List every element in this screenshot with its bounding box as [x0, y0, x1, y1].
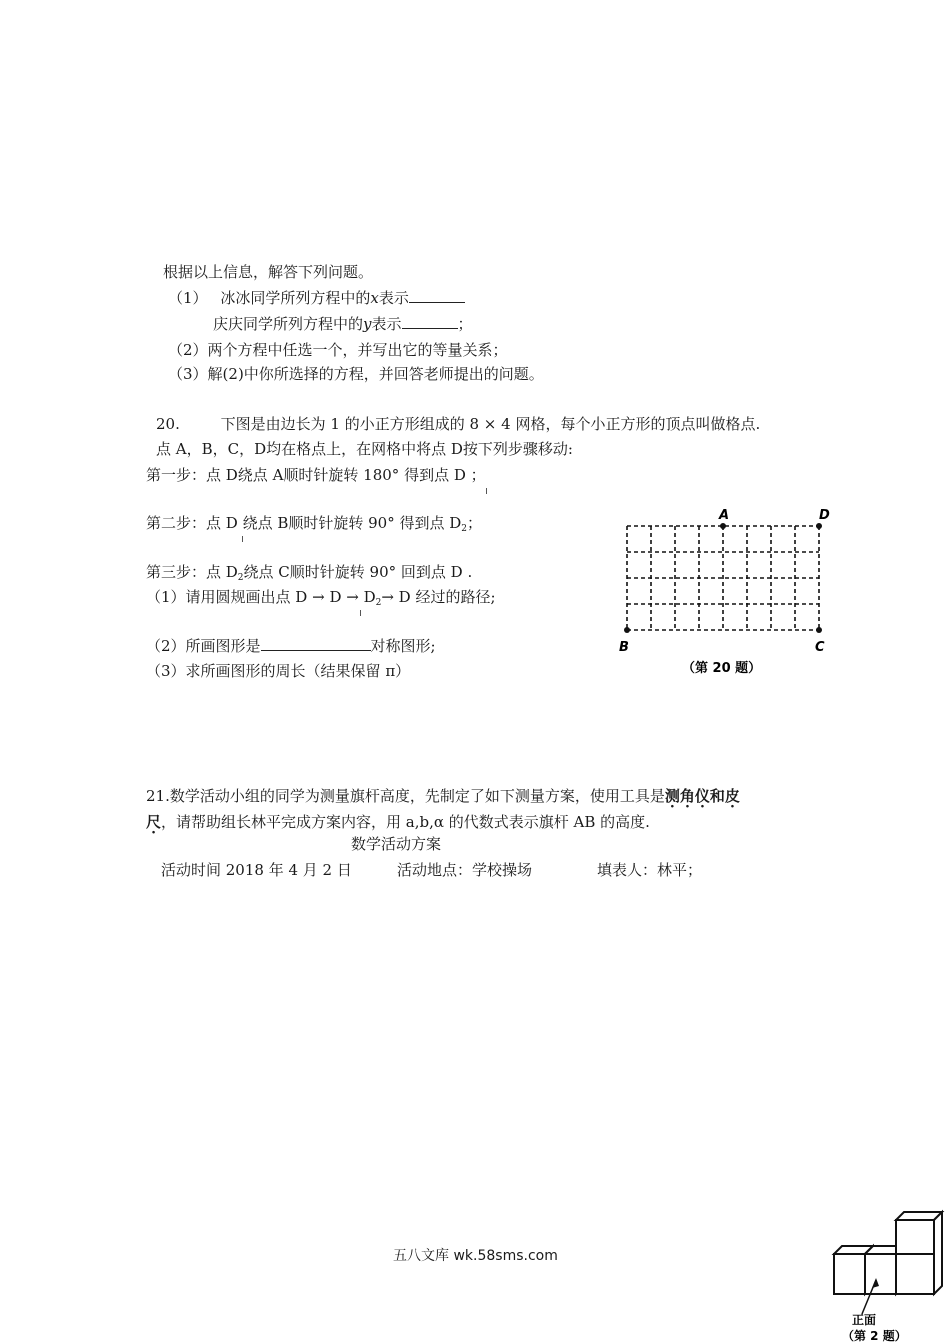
- intro-q1b-blank[interactable]: [402, 314, 458, 329]
- p20-line1-text: 下图是由边长为 1 的小正方形组成的 8 × 4 网格，每个小正方形的顶点叫做格点.: [220, 415, 761, 433]
- grid-label-c: C: [815, 640, 825, 655]
- p20-step2-end: ；: [467, 514, 483, 532]
- p21-line2: [146, 812, 650, 832]
- cube1-front: [834, 1254, 865, 1294]
- p21-and: 和: [709, 787, 725, 805]
- p20-step3-sub: 2: [237, 573, 244, 583]
- front-label: 正面: [852, 1313, 877, 1327]
- p20-q2-post: 对称图形;: [370, 637, 436, 655]
- p20-q2-blank[interactable]: [261, 636, 371, 651]
- p21-tool1-c3: 仪: [694, 787, 710, 805]
- corner-caption: （第 2 题）: [842, 1329, 907, 1342]
- p21-tool2-c2: 尺: [146, 813, 162, 831]
- intro-q1b-pre: 庆庆同学所列方程中的: [213, 315, 364, 333]
- point-a: [720, 523, 726, 529]
- intro-q1a-pre: 冰冰同学所列方程中的: [220, 289, 371, 307]
- p20-step2-subscript-mark: [242, 536, 243, 542]
- point-c: [816, 627, 822, 633]
- grid-figure-20: [610, 500, 845, 680]
- intro-q1a-blank[interactable]: [409, 288, 465, 303]
- p20-q1: [146, 587, 496, 613]
- footer-watermark: 五八文库 wk.58sms.com: [393, 1248, 558, 1264]
- p21-plan-title: 数学活动方案: [351, 835, 442, 853]
- p21-line1: [146, 786, 740, 806]
- p21-tool1-c2: 角: [679, 787, 695, 805]
- p20-q1-post: → D 经过的路径;: [381, 588, 496, 606]
- p21-filler: 填表人：林平；: [597, 861, 703, 879]
- p20-step2: [146, 513, 482, 539]
- p20-line1: [156, 414, 760, 434]
- p20-step1-subscript-mark: [486, 488, 487, 494]
- intro-q1a-post: 表示: [378, 289, 409, 307]
- grid-label-a: A: [719, 508, 730, 523]
- p20-step3-pre: 第三步：点 D: [146, 563, 238, 581]
- cube3-front: [896, 1220, 934, 1294]
- intro-q1a: [168, 288, 465, 308]
- cube-figure: [828, 1206, 948, 1342]
- p21-tool1-c1: 测: [664, 787, 680, 805]
- p21-tool2-c1: 皮: [724, 787, 740, 805]
- p20-q1-sub: 2: [375, 598, 382, 608]
- p20-q1-pre: （1）请用圆规画出点 D → D → D: [146, 588, 376, 606]
- cube2-front: [865, 1254, 896, 1294]
- intro-q1b-end: ；: [457, 315, 473, 333]
- p20-step3-post: 绕点 C顺时针旋转 90° 回到点 D .: [243, 563, 473, 581]
- intro-q1b-var: y: [363, 315, 372, 333]
- grid-label-b: B: [619, 640, 629, 655]
- point-b: [624, 627, 630, 633]
- intro-q1-num: （1）: [168, 289, 208, 307]
- p20-q2-pre: （2）所画图形是: [146, 637, 261, 655]
- p20-step1: 第一步：点 D绕点 A顺时针旋转 180° 得到点 D ；: [146, 466, 486, 484]
- p20-q3: （3）求所画图形的周长（结果保留 π）: [146, 662, 411, 680]
- grid-caption: （第 20 题）: [682, 661, 762, 676]
- intro-q1b: [213, 314, 473, 334]
- p21-line1-pre: 21.数学活动小组的同学为测量旗杆高度，先制定了如下测量方案，使用工具是: [146, 787, 665, 805]
- p20-q2: [146, 636, 436, 656]
- p21-time: 活动时间 2018 年 4 月 2 日: [161, 861, 352, 879]
- grid-label-d: D: [819, 508, 830, 523]
- cube3-side: [934, 1212, 942, 1294]
- p20-step2-pre: 第二步：点 D 绕点 B顺时针旋转 90° 得到点 D: [146, 514, 462, 532]
- point-d: [816, 523, 822, 529]
- p21-place: 活动地点：学校操场: [397, 861, 533, 879]
- p20-step2-sub: 2: [461, 524, 468, 534]
- p21-line2-rest: ，请帮助组长林平完成方案内容，用 a,b,α 的代数式表示旗杆 AB 的高度.: [161, 813, 650, 831]
- p20-q1-subscript-mark: [360, 610, 361, 616]
- p20-line2: 点 A，B，C，D均在格点上，在网格中将点 D按下列步骤移动:: [156, 440, 573, 458]
- intro-q1b-post: 表示: [371, 315, 402, 333]
- p20-num: 20.: [156, 415, 180, 433]
- intro-q3: （3）解(2)中你所选择的方程，并回答老师提出的问题。: [168, 365, 544, 383]
- p20-step3: [146, 562, 472, 588]
- intro-q1a-var: x: [370, 289, 379, 307]
- intro-line: 根据以上信息，解答下列问题。: [163, 263, 374, 281]
- intro-q2: （2）两个方程中任选一个，并写出它的等量关系；: [168, 341, 508, 359]
